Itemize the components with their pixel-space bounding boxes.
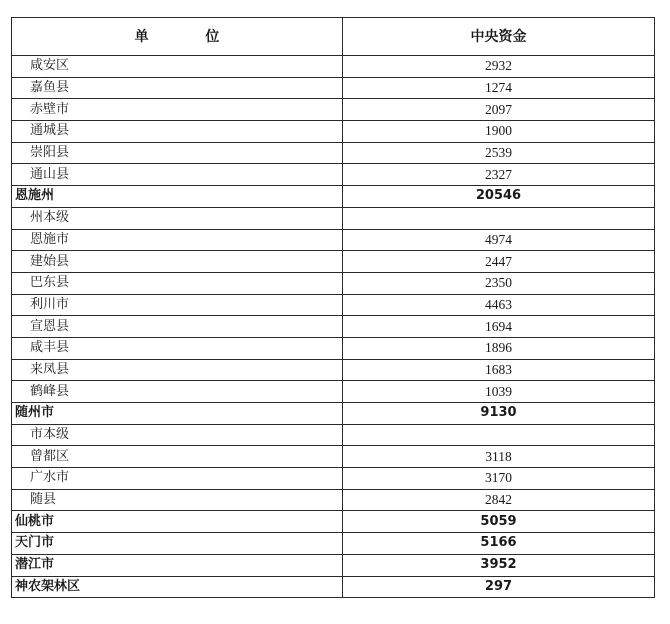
table-row [12, 511, 655, 533]
funds-value-cell: 2842 [343, 489, 655, 511]
funds-value-cell: 3170 [343, 468, 655, 490]
column-header-funds: 中央资金 [343, 18, 655, 56]
table-row [12, 229, 655, 251]
funds-value-cell: 297 [343, 576, 655, 598]
funds-value-cell: 2327 [343, 164, 655, 186]
unit-name-cell: 宣恩县 [12, 316, 343, 338]
funds-value-cell: 20546 [343, 186, 655, 208]
funds-value-cell: 2539 [343, 142, 655, 164]
table-row [12, 99, 655, 121]
table-body [12, 56, 655, 598]
unit-name-cell: 咸安区 [12, 56, 343, 78]
funds-value-cell: 4463 [343, 294, 655, 316]
table-row [12, 272, 655, 294]
funds-value-cell: 2350 [343, 272, 655, 294]
funds-value-cell: 1896 [343, 337, 655, 359]
funds-value-cell: 2932 [343, 56, 655, 78]
unit-name-cell: 仙桃市 [12, 511, 343, 533]
header-row [12, 18, 655, 56]
table-row [12, 533, 655, 555]
unit-name-cell: 咸丰县 [12, 337, 343, 359]
unit-name-cell: 恩施市 [12, 229, 343, 251]
funds-table-container [11, 17, 654, 598]
unit-name-cell: 嘉鱼县 [12, 77, 343, 99]
table-row [12, 403, 655, 425]
unit-name-cell: 曾都区 [12, 446, 343, 468]
funds-value-cell: 1274 [343, 77, 655, 99]
unit-name-cell: 建始县 [12, 251, 343, 273]
unit-name-cell: 随县 [12, 489, 343, 511]
unit-name-cell: 随州市 [12, 403, 343, 425]
unit-name-cell: 通城县 [12, 121, 343, 143]
table-row [12, 468, 655, 490]
unit-name-cell: 州本级 [12, 207, 343, 229]
unit-name-cell: 鹤峰县 [12, 381, 343, 403]
funds-value-cell: 2097 [343, 99, 655, 121]
unit-name-cell: 崇阳县 [12, 142, 343, 164]
table-row [12, 337, 655, 359]
column-header-unit-label: 单 位 [134, 28, 246, 45]
funds-value-cell: 1694 [343, 316, 655, 338]
funds-value-cell: 3952 [343, 554, 655, 576]
table-row [12, 77, 655, 99]
unit-name-cell: 赤壁市 [12, 99, 343, 121]
unit-name-cell: 天门市 [12, 533, 343, 555]
table-row [12, 359, 655, 381]
unit-name-cell: 广水市 [12, 468, 343, 490]
unit-name-cell: 通山县 [12, 164, 343, 186]
table-row [12, 576, 655, 598]
table-row [12, 294, 655, 316]
table-row [12, 316, 655, 338]
table-row [12, 424, 655, 446]
funds-value-cell: 1039 [343, 381, 655, 403]
funds-value-cell: 2447 [343, 251, 655, 273]
funds-value-cell [343, 424, 655, 446]
table-row [12, 489, 655, 511]
table-row [12, 446, 655, 468]
table-row [12, 207, 655, 229]
funds-value-cell [343, 207, 655, 229]
unit-name-cell: 神农架林区 [12, 576, 343, 598]
funds-value-cell: 1900 [343, 121, 655, 143]
table-row [12, 164, 655, 186]
table-row [12, 56, 655, 78]
unit-name-cell: 巴东县 [12, 272, 343, 294]
funds-value-cell: 1683 [343, 359, 655, 381]
funds-value-cell: 3118 [343, 446, 655, 468]
funds-value-cell: 9130 [343, 403, 655, 425]
unit-name-cell: 恩施州 [12, 186, 343, 208]
unit-name-cell: 来凤县 [12, 359, 343, 381]
unit-name-cell: 利川市 [12, 294, 343, 316]
table-row [12, 381, 655, 403]
unit-name-cell: 市本级 [12, 424, 343, 446]
funds-value-cell: 5166 [343, 533, 655, 555]
funds-value-cell: 4974 [343, 229, 655, 251]
unit-name-cell: 潜江市 [12, 554, 343, 576]
table-row [12, 554, 655, 576]
table-row [12, 142, 655, 164]
table-row [12, 121, 655, 143]
column-header-unit [12, 18, 343, 56]
table-row [12, 186, 655, 208]
funds-table [11, 17, 655, 598]
funds-value-cell: 5059 [343, 511, 655, 533]
table-header [12, 18, 655, 56]
table-row [12, 251, 655, 273]
